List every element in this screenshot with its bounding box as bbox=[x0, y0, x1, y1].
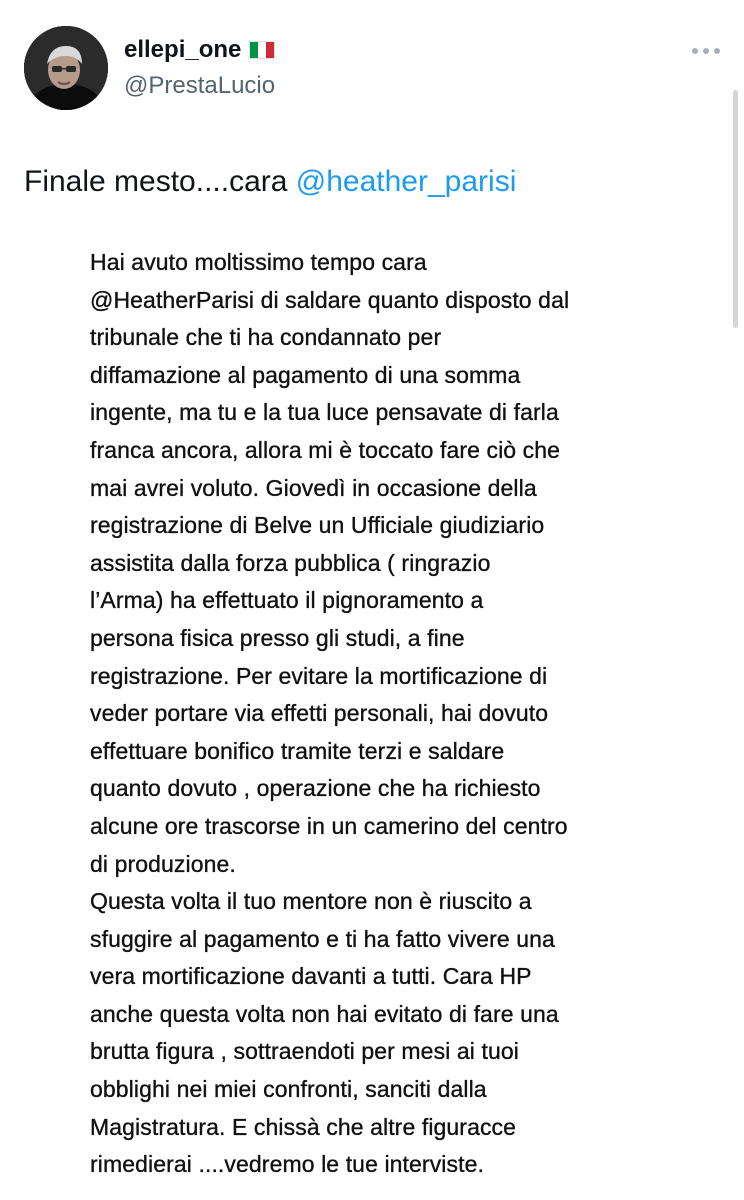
attached-note-image[interactable] bbox=[70, 222, 724, 1200]
note-line: registrazione. Per evitare la mortificazione di bbox=[90, 662, 548, 689]
note-line: veder portare via effetti personali, hai dovuto bbox=[90, 700, 549, 727]
note-line: persona fisica presso gli studi, a fine bbox=[90, 624, 465, 651]
flag-stripe-green bbox=[250, 42, 258, 58]
note-line: registrazione di Belve un Ufficiale giudiziario bbox=[90, 512, 545, 539]
more-dot-icon bbox=[714, 48, 720, 54]
note-line: mai avrei voluto. Giovedì in occasione della bbox=[90, 474, 537, 501]
flag-stripe-red bbox=[266, 42, 274, 58]
user-avatar[interactable] bbox=[24, 26, 108, 110]
mention-link[interactable]: @heather_parisi bbox=[295, 165, 517, 198]
note-line: Magistratura. E chissà che altre figuracce bbox=[90, 1113, 517, 1140]
author-handle[interactable]: @PrestaLucio bbox=[124, 72, 276, 99]
more-dot-icon bbox=[703, 48, 709, 54]
scrollbar-thumb[interactable] bbox=[733, 90, 738, 328]
author-name-row[interactable] bbox=[124, 36, 275, 64]
note-line: diffamazione al pagamento di una somma bbox=[90, 361, 521, 388]
italian-flag-icon bbox=[249, 41, 275, 59]
note-line: effettuare bonifico tramite terzi e saldare bbox=[90, 737, 505, 764]
note-line: tribunale che ti ha condannato per bbox=[90, 324, 442, 351]
note-line: l’Arma) ha effettuato il pignoramento a bbox=[90, 587, 484, 614]
note-line: rimedierai ....vedremo le tue interviste. bbox=[90, 1151, 484, 1178]
avatar-photo-icon bbox=[24, 26, 108, 110]
note-line: @HeatherParisi di saldare quanto disposto dal bbox=[90, 286, 570, 313]
note-line: quanto dovuto , operazione che ha richiesto bbox=[90, 775, 541, 802]
note-line: anche questa volta non hai evitato di fare una bbox=[90, 1000, 559, 1027]
note-line: brutta figura , sottraendoti per mesi ai tuoi bbox=[90, 1038, 519, 1065]
note-line: ingente, ma tu e la tua luce pensavate di farla bbox=[90, 399, 559, 426]
more-dot-icon bbox=[692, 48, 698, 54]
more-options-button[interactable] bbox=[686, 38, 726, 64]
author-display-name[interactable]: ellepi_one bbox=[124, 36, 242, 63]
note-line: vera mortificazione davanti a tutti. Cara HP bbox=[90, 963, 532, 990]
tweet-text bbox=[24, 164, 516, 200]
note-line: Questa volta il tuo mentore non è riuscito a bbox=[90, 888, 532, 915]
note-line: obblighi nei miei confronti, sanciti dalla bbox=[90, 1076, 487, 1103]
note-line: franca ancora, allora mi è toccato fare ciò che bbox=[90, 436, 561, 463]
tweet-body-text: Finale mesto....cara bbox=[24, 165, 296, 198]
note-line: assistita dalla forza pubblica ( ringrazio bbox=[90, 549, 491, 576]
note-line: di produzione. bbox=[90, 850, 236, 877]
note-text bbox=[90, 244, 710, 1184]
flag-stripe-white bbox=[258, 42, 266, 58]
note-line: Hai avuto moltissimo tempo cara bbox=[90, 249, 427, 275]
note-line: sfuggire al pagamento e ti ha fatto vivere una bbox=[90, 925, 555, 952]
note-line: alcune ore trascorse in un camerino del centro bbox=[90, 812, 568, 839]
